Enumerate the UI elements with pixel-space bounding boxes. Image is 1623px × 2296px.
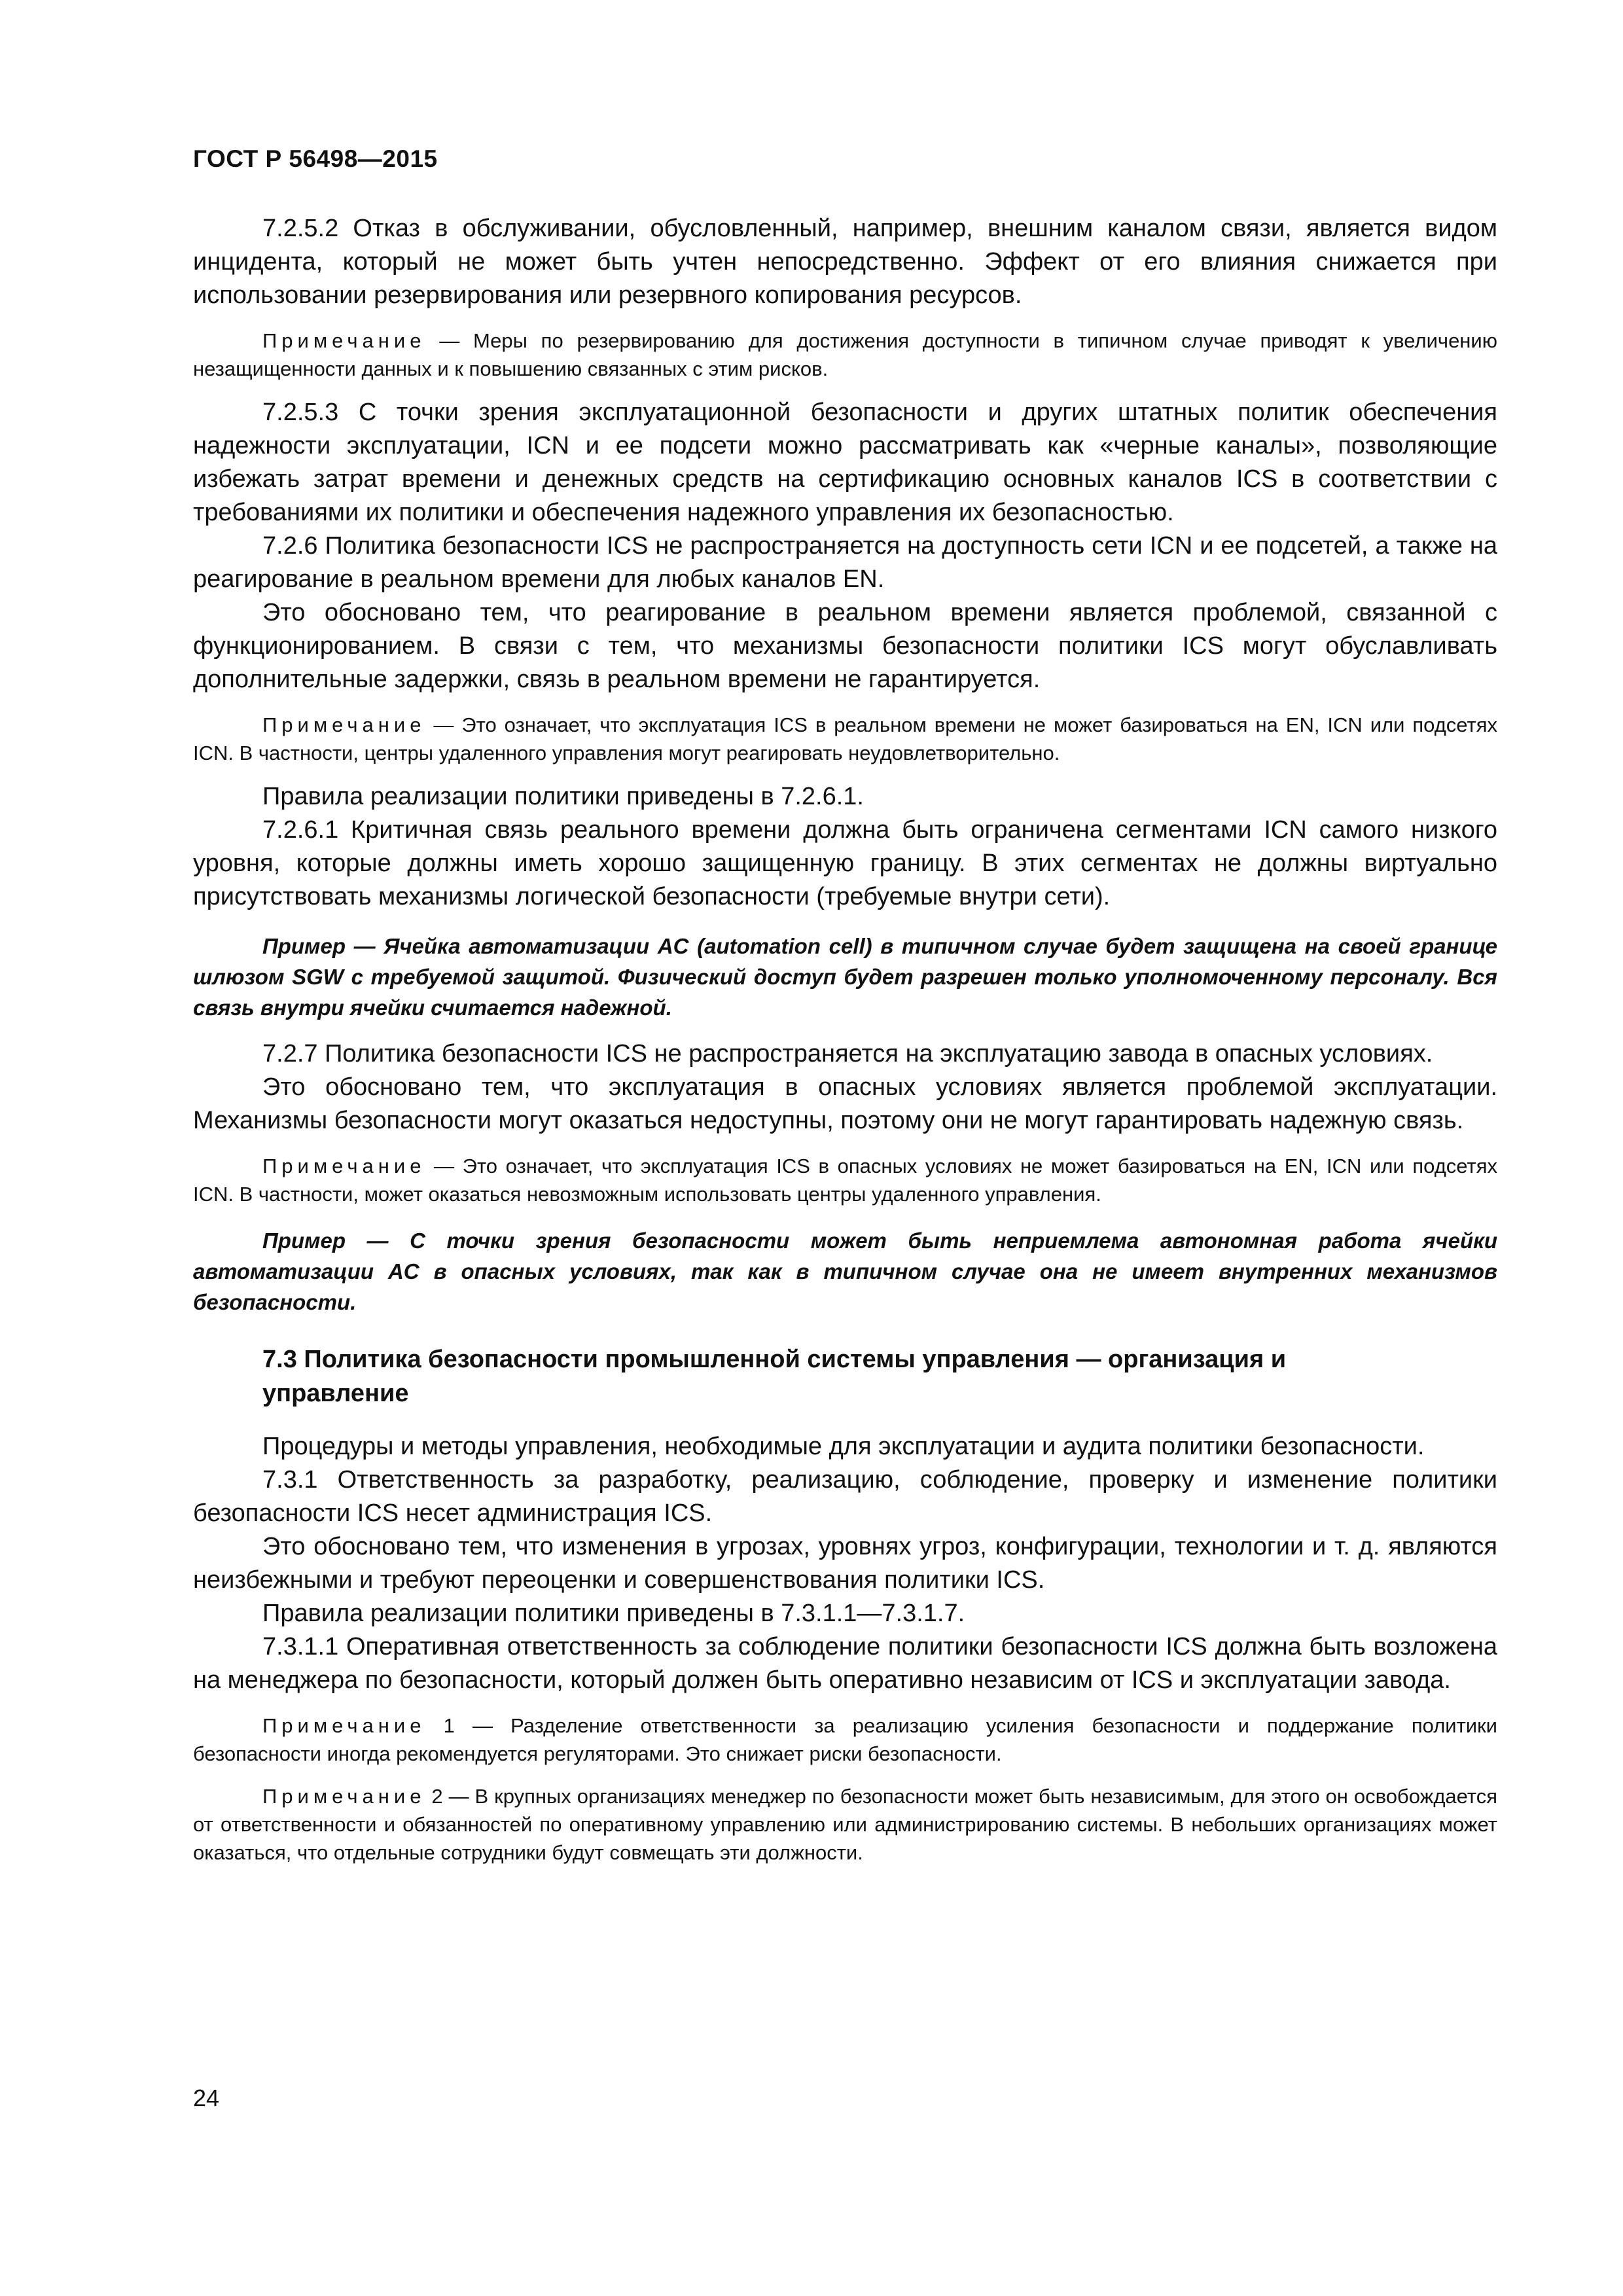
note-text: — Это означает, что эксплуатация ICS в опасных условиях не может базироваться на EN, ICN или подсетях ICN. В частности, может оказаться невозможным использовать центры удаленного управления. — [193, 1155, 1497, 1206]
note-text: — Меры по резервированию для достижения доступности в типичном случае приводят к увеличению незащищенности данных и к повышению связанных с этим рисков. — [193, 329, 1497, 380]
paragraph: Правила реализации политики приведены в 7.2.6.1. — [262, 783, 864, 810]
paragraph: Это обосновано тем, что изменения в угрозах, уровнях угроз, конфигурации, технологии и т. д. являются неизбежными и требуют переоценки и совершенствования политики ICS. — [193, 1533, 1497, 1594]
paragraph-7-2-6-1: 7.2.6.1 Критичная связь реального времени должна быть ограничена сегментами ICN самого низкого уровня, которые должны иметь хорошо защищенную границу. В этих сегментах не должны виртуально присутствовать механизмы логической безопасности (требуемые внутри сети). — [193, 816, 1497, 910]
paragraph-7-3-1: 7.3.1 Ответственность за разработку, реализацию, соблюдение, проверку и изменение политики безопасности ICS несет администрация ICS. — [193, 1466, 1497, 1527]
paragraph-7-2-7: 7.2.7 Политика безопасности ICS не распространяется на эксплуатацию завода в опасных условиях. — [262, 1040, 1433, 1067]
note — [193, 1152, 1497, 1208]
section-heading-7-3: 7.3 Политика безопасности промышленной системы управления — организация и управление — [262, 1346, 1287, 1407]
note-label: Примечание — [262, 1155, 426, 1177]
note-label: Примечание — [262, 1785, 426, 1808]
note-label: Примечание — [262, 1714, 426, 1737]
document-header: ГОСТ Р 56498—2015 — [193, 145, 438, 172]
document-page — [193, 145, 1497, 1880]
note-text: 2 — В крупных организациях менеджер по безопасности может быть независимым, для этого он освобождается от ответственности и обязанностей по оперативному управлению или администрированию системы. В небольших организациях может оказаться, что отдельные сотрудники будут совмещать эти должности. — [193, 1785, 1497, 1864]
paragraph: Это обосновано тем, что реагирование в реальном времени является проблемой, связанной с функционированием. В связи с тем, что механизмы безопасности политики ICS могут обуславливать дополнительные задержки, связь в реальном времени не гарантируется. — [193, 599, 1497, 693]
note — [193, 327, 1497, 383]
paragraph-7-2-5-2: 7.2.5.2 Отказ в обслуживании, обусловленный, например, внешним каналом связи, является видом инцидента, который не может быть учтен непосредственно. Эффект от его влияния снижается при использовании резервирования или резервного копирования ресурсов. — [193, 215, 1497, 309]
note — [193, 711, 1497, 767]
example: Пример — Ячейка автоматизации AC (automation cell) в типичном случае будет защищена на своей границе шлюзом SGW с требуемой защитой. Физический доступ будет разрешен только уполномоченному персоналу. Вся связь внутри ячейки считается надежной. — [193, 934, 1497, 1020]
note-label: Примечание — [262, 329, 426, 352]
note-text: 1 — Разделение ответственности за реализацию усиления безопасности и поддержание политики безопасности иногда рекомендуется регуляторами. Это снижает риски безопасности. — [193, 1714, 1497, 1765]
paragraph-7-2-5-3: 7.2.5.3 С точки зрения эксплуатационной безопасности и других штатных политик обеспечения надежности эксплуатации, ICN и ее подсети можно рассматривать как «черные каналы», позволяющие избежать затрат времени и денежных средств на сертификацию основных каналов ICS в соответствии с требованиями их политики и обеспечения надежного управления их безопасностью. — [193, 399, 1497, 526]
paragraph: Это обосновано тем, что эксплуатация в опасных условиях является проблемой эксплуатации. Механизмы безопасности могут оказаться недоступны, поэтому они не могут гарантировать надежную связь. — [193, 1073, 1497, 1134]
note-text: — Это означает, что эксплуатация ICS в реальном времени не может базироваться на EN, ICN или подсетях ICN. В частности, центры удаленного управления могут реагировать неудовлетворительно. — [193, 713, 1497, 764]
paragraph: Правила реализации политики приведены в 7.3.1.1—7.3.1.7. — [262, 1600, 965, 1627]
paragraph-7-2-6: 7.2.6 Политика безопасности ICS не распространяется на доступность сети ICN и ее подсетей, а также на реагирование в реальном времени для любых каналов EN. — [193, 532, 1497, 593]
example: Пример — С точки зрения безопасности может быть неприемлема автономная работа ячейки автоматизации AC в опасных условиях, так как в типичном случае она не имеет внутренних механизмов безопасности. — [193, 1229, 1497, 1314]
note — [193, 1712, 1497, 1768]
note — [193, 1782, 1497, 1867]
page-number: 24 — [193, 2085, 220, 2111]
note-label: Примечание — [262, 713, 426, 736]
paragraph: Процедуры и методы управления, необходимые для эксплуатации и аудита политики безопасности. — [262, 1433, 1425, 1460]
paragraph-7-3-1-1: 7.3.1.1 Оперативная ответственность за соблюдение политики безопасности ICS должна быть возложена на менеджера по безопасности, который должен быть оперативно независим от ICS и эксплуатации завода. — [193, 1633, 1497, 1694]
